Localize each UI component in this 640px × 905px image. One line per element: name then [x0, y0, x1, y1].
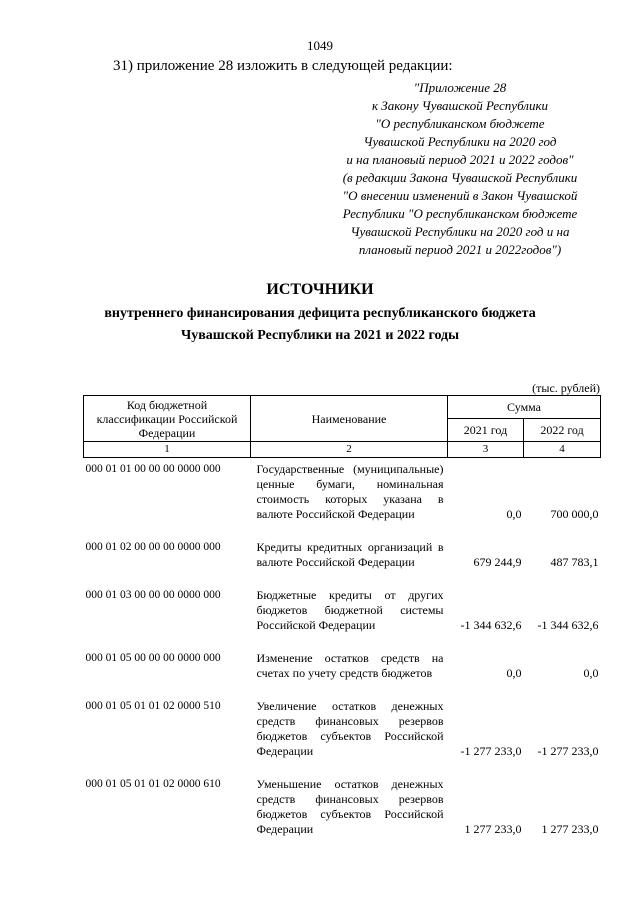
column-number: 3: [448, 442, 524, 458]
appendix-reference: [300, 79, 620, 259]
row-code: 000 01 05 01 01 02 0000 610: [85, 778, 221, 790]
subtitle-line: внутреннего финансирования дефицита республиканского бюджета: [104, 306, 536, 321]
column-number: 1: [84, 442, 251, 458]
amendment-intro: 31) приложение 28 изложить в следующей редакции:: [113, 58, 453, 74]
row-value-2022: 0,0: [583, 666, 599, 680]
row-value-2021: -1 344 632,6: [460, 618, 522, 632]
row-value-2021: 679 244,9: [473, 555, 522, 569]
column-number: 2: [251, 442, 448, 458]
row-name: Изменение остатков средств на счетах по учету средств бюджетов: [256, 651, 444, 680]
document-subtitle: [0, 303, 640, 347]
financing-sources-table: [83, 395, 601, 837]
appendix-line: "О республиканском бюджете: [375, 116, 545, 131]
row-name: Бюджетные кредиты от других бюджетов бюджетной системы Российской Федерации: [256, 588, 444, 632]
row-code: 000 01 05 00 00 00 0000 000: [85, 652, 221, 664]
row-value-2022: 487 783,1: [550, 555, 599, 569]
page-number: 1049: [307, 38, 333, 53]
row-name: Государственные (муниципальные) ценные бумаги, номинальная стоимость которых указана в валюте Российской Федерации: [256, 462, 444, 521]
table-row: [84, 458, 601, 523]
row-code: 000 01 05 01 01 02 0000 510: [85, 700, 221, 712]
row-value-2021: 1 277 233,0: [464, 822, 522, 836]
table-row: [84, 699, 601, 759]
table-row: [84, 540, 601, 570]
table-row: [84, 651, 601, 681]
header-2021: 2021 год: [448, 419, 524, 442]
appendix-line: "О внесении изменений в Закон Чувашской: [342, 188, 578, 203]
header-name: Наименование: [251, 396, 448, 442]
units-label: (тыс. рублей): [532, 381, 600, 395]
row-code: 000 01 03 00 00 00 0000 000: [85, 589, 221, 601]
row-value-2021: 0,0: [506, 666, 522, 680]
appendix-line: Чувашской Республики на 2020 год и на: [350, 224, 570, 239]
header-code: Код бюджетной классификации Российской Федерации: [84, 396, 251, 442]
row-name: Уменьшение остатков денежных средств финансовых резервов бюджетов субъектов Российской Федерации: [256, 777, 444, 836]
document-title: ИСТОЧНИКИ: [266, 281, 374, 298]
row-value-2022: -1 277 233,0: [537, 744, 599, 758]
subtitle-line: Чувашской Республики на 2021 и 2022 годы: [180, 328, 460, 343]
row-value-2022: 1 277 233,0: [541, 822, 599, 836]
appendix-line: к Закону Чувашской Республики: [371, 98, 549, 113]
row-value-2021: -1 277 233,0: [460, 744, 522, 758]
row-code: 000 01 02 00 00 00 0000 000: [85, 541, 221, 553]
row-name: Кредиты кредитных организаций в валюте Российской Федерации: [256, 540, 444, 569]
header-2022: 2022 год: [524, 419, 601, 442]
appendix-line: плановый период 2021 и 2022годов"): [358, 242, 562, 257]
row-code: 000 01 01 00 00 00 0000 000: [85, 463, 221, 475]
row-value-2022: -1 344 632,6: [537, 618, 599, 632]
row-name: Увеличение остатков денежных средств финансовых резервов бюджетов субъектов Российской Федерации: [256, 699, 444, 758]
header-sum: Сумма: [448, 396, 601, 419]
column-number: 4: [524, 442, 601, 458]
row-value-2022: 700 000,0: [550, 507, 599, 521]
row-value-2021: 0,0: [506, 507, 522, 521]
appendix-line: Чувашской Республики на 2020 год: [363, 134, 557, 149]
appendix-line: Республики "О республиканском бюджете: [342, 206, 578, 221]
appendix-line: и на плановый период 2021 и 2022 годов": [346, 152, 574, 167]
appendix-line: "Приложение 28: [413, 80, 507, 95]
table-row: [84, 588, 601, 633]
table-row: [84, 777, 601, 837]
appendix-line: (в редакции Закона Чувашской Республики: [342, 170, 578, 185]
